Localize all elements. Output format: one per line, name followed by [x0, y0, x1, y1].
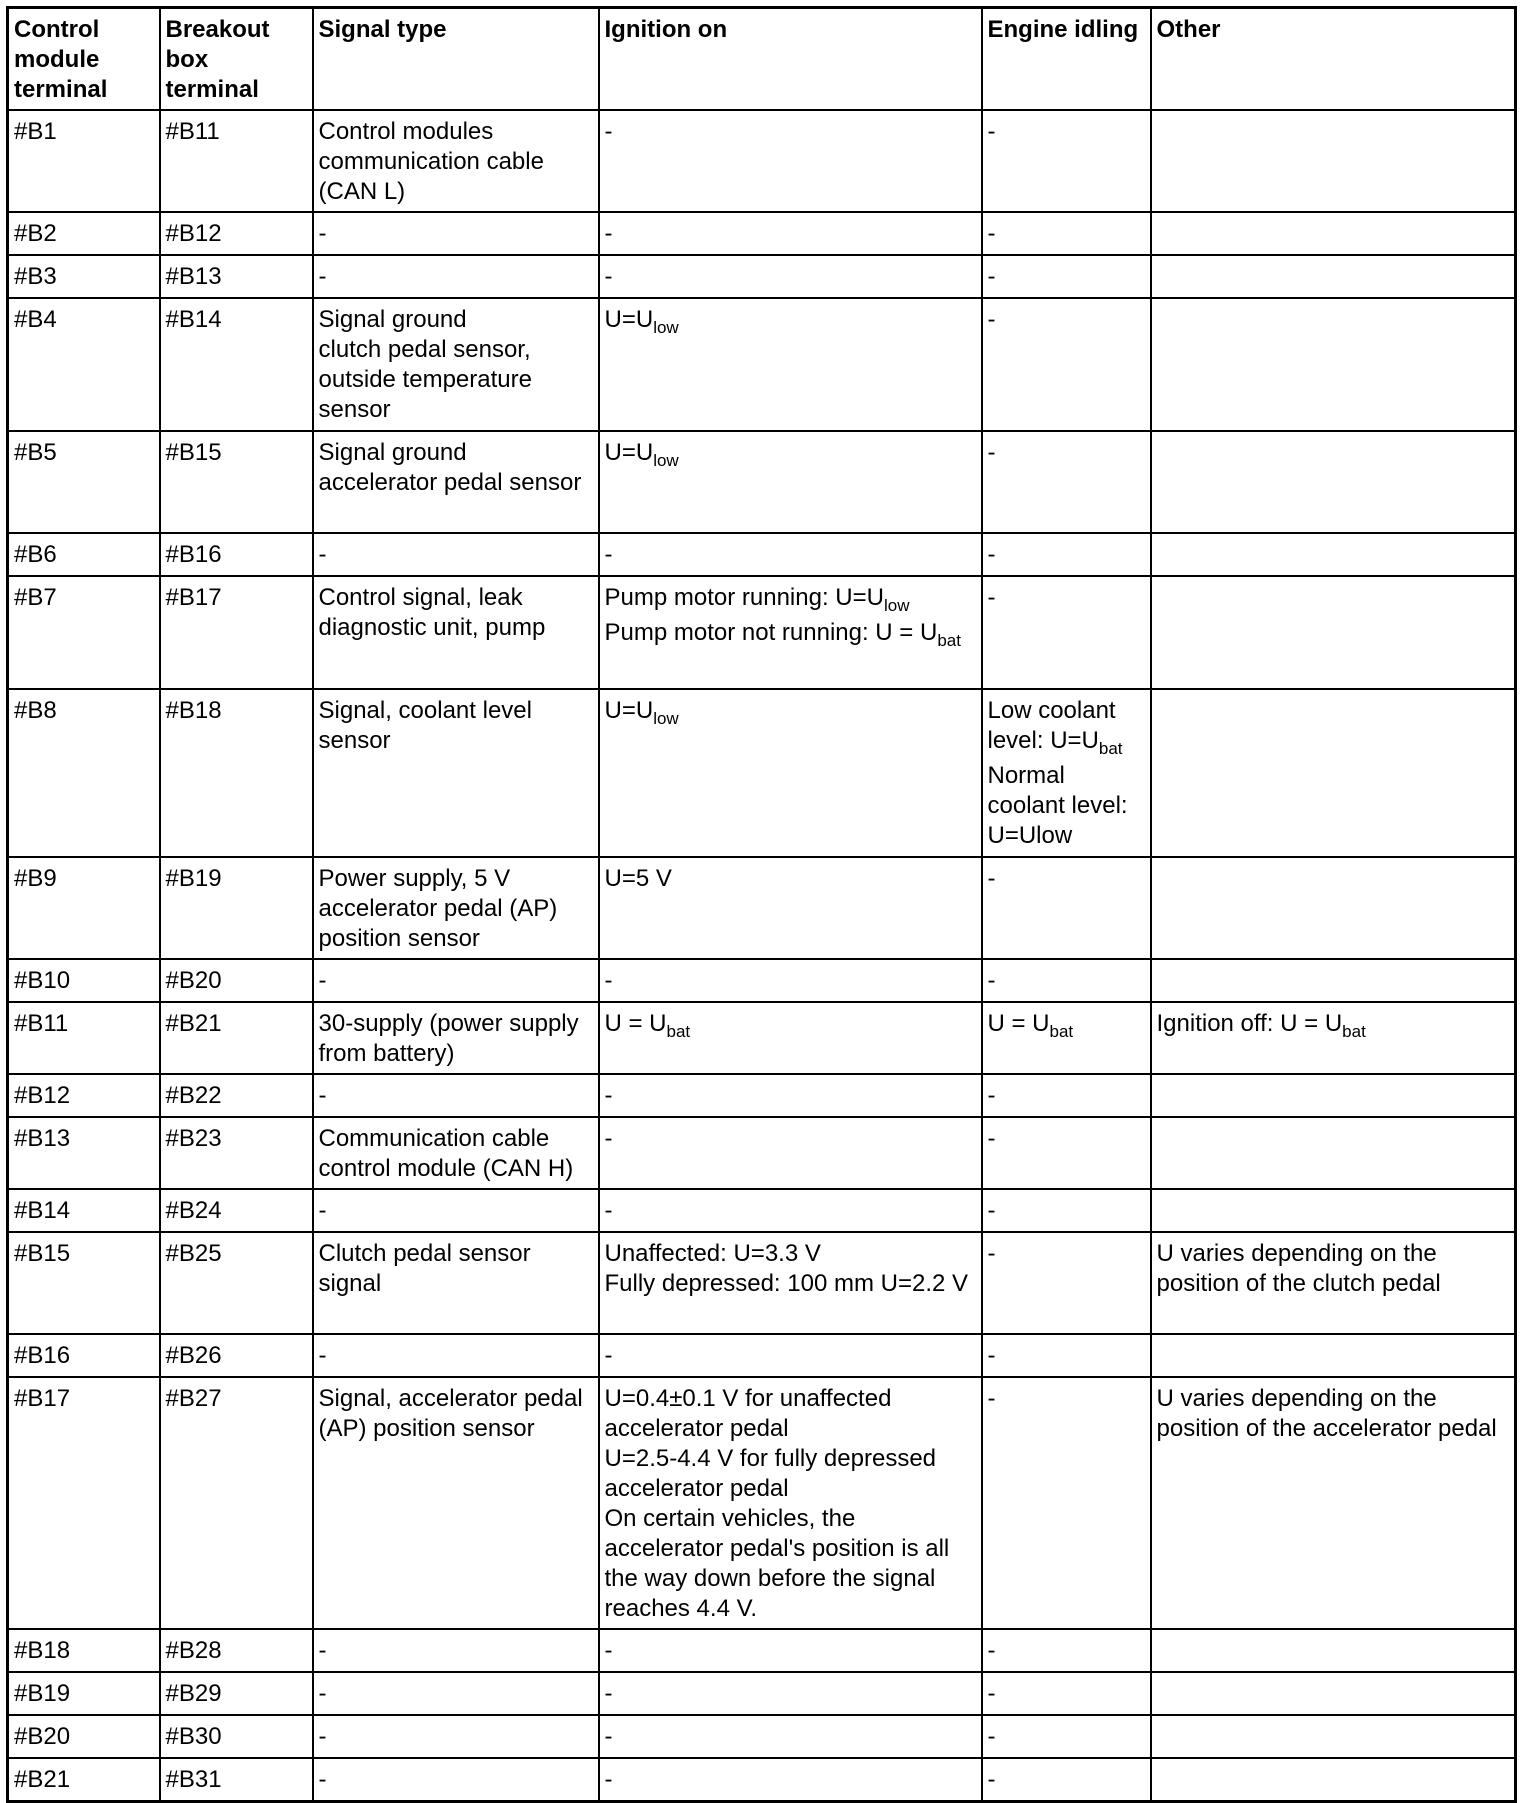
other-cell [1151, 1758, 1516, 1801]
engine-idling-cell: - [982, 255, 1151, 298]
table-row [8, 1074, 1516, 1117]
ignition-on-cell [599, 1002, 982, 1074]
signal-type-cell: Control signal, leak diagnostic unit, pump [313, 576, 599, 689]
engine-idling-cell: - [982, 533, 1151, 576]
table-row [8, 1189, 1516, 1232]
ignition-on-cell: - [599, 1758, 982, 1801]
signal-type-line: Signal ground [318, 439, 467, 466]
engine-idling-cell: - [982, 1232, 1151, 1334]
other-cell [1151, 1334, 1516, 1377]
control-module-terminal-cell: #B3 [8, 255, 160, 298]
other-cell [1151, 1672, 1516, 1715]
other-cell [1151, 255, 1516, 298]
table-row [8, 1758, 1516, 1801]
signal-type-cell: - [313, 1334, 599, 1377]
engine-idling-cell: - [982, 1189, 1151, 1232]
voltage-subscript: bat [937, 631, 961, 650]
control-module-terminal-cell: #B20 [8, 1715, 160, 1758]
table-row [8, 1002, 1516, 1074]
control-module-terminal-cell: #B1 [8, 110, 160, 212]
engine-idling-cell: - [982, 110, 1151, 212]
other-cell [1151, 1074, 1516, 1117]
other-cell [1151, 110, 1516, 212]
header-signal-type: Signal type [313, 8, 599, 111]
other-cell [1151, 431, 1516, 533]
ignition-on-cell: - [599, 1074, 982, 1117]
header-engine-idling: Engine idling [982, 8, 1151, 111]
table-row [8, 959, 1516, 1002]
other-cell [1151, 1629, 1516, 1672]
voltage-text: Pump motor running: U=U [604, 584, 884, 611]
signal-type-cell: - [313, 1189, 599, 1232]
engine-idling-cell: - [982, 1715, 1151, 1758]
voltage-text: Ignition off: U = U [1156, 1010, 1343, 1037]
ignition-on-cell: - [599, 1334, 982, 1377]
breakout-box-terminal-cell: #B27 [160, 1377, 313, 1629]
engine-idling-cell: - [982, 1629, 1151, 1672]
ignition-on-line: Fully depressed: 100 mm U=2.2 V [604, 1270, 969, 1297]
voltage-text: Low coolant level: U=U [987, 697, 1116, 754]
voltage-text: U=U [604, 306, 654, 333]
ignition-on-cell [599, 576, 982, 689]
signal-type-line: clutch pedal sensor, outside temperature sensor [318, 336, 532, 423]
voltage-text: U=U [604, 697, 654, 724]
control-module-terminal-cell: #B7 [8, 576, 160, 689]
ignition-on-cell: - [599, 110, 982, 212]
other-cell [1151, 576, 1516, 689]
ignition-on-cell: - [599, 533, 982, 576]
table-row [8, 212, 1516, 255]
engine-idling-cell: - [982, 1377, 1151, 1629]
signal-type-cell: Signal, coolant level sensor [313, 689, 599, 857]
breakout-box-terminal-cell: #B13 [160, 255, 313, 298]
control-module-terminal-cell: #B9 [8, 857, 160, 959]
ignition-on-cell: - [599, 1629, 982, 1672]
table-row [8, 110, 1516, 212]
signal-type-cell: - [313, 255, 599, 298]
control-module-terminal-cell: #B2 [8, 212, 160, 255]
control-module-terminal-cell: #B10 [8, 959, 160, 1002]
ignition-on-line: Unaffected: U=3.3 V [604, 1240, 821, 1267]
table-row [8, 689, 1516, 857]
signal-type-cell: 30-supply (power supply from battery) [313, 1002, 599, 1074]
control-module-terminal-cell: #B16 [8, 1334, 160, 1377]
signal-type-cell: - [313, 533, 599, 576]
control-module-terminal-cell: #B8 [8, 689, 160, 857]
control-module-terminal-cell: #B13 [8, 1117, 160, 1189]
control-module-terminal-cell: #B4 [8, 298, 160, 431]
table-row [8, 1232, 1516, 1334]
table-row [8, 1715, 1516, 1758]
table-row [8, 1117, 1516, 1189]
voltage-subscript: low [653, 318, 679, 337]
document-page [6, 6, 1514, 1794]
breakout-box-terminal-cell: #B21 [160, 1002, 313, 1074]
engine-idling-cell: - [982, 1117, 1151, 1189]
table-row [8, 431, 1516, 533]
ignition-on-cell: - [599, 1189, 982, 1232]
header-row [8, 8, 1516, 111]
voltage-subscript: bat [1342, 1022, 1366, 1041]
control-module-terminal-cell: #B18 [8, 1629, 160, 1672]
engine-idling-cell: - [982, 1334, 1151, 1377]
other-cell [1151, 689, 1516, 857]
control-module-terminal-cell: #B14 [8, 1189, 160, 1232]
ignition-on-line: U=2.5-4.4 V for fully depressed accelerator pedal [604, 1445, 937, 1502]
ignition-on-line: U=0.4±0.1 V for unaffected accelerator pedal [604, 1385, 892, 1442]
breakout-box-terminal-cell: #B23 [160, 1117, 313, 1189]
voltage-subscript: low [653, 451, 679, 470]
breakout-box-terminal-cell: #B16 [160, 533, 313, 576]
ignition-on-cell [599, 1232, 982, 1334]
table-row [8, 576, 1516, 689]
engine-idling-cell: - [982, 212, 1151, 255]
breakout-box-terminal-cell: #B12 [160, 212, 313, 255]
signal-type-line: Signal ground [318, 306, 467, 333]
table-row [8, 1334, 1516, 1377]
breakout-box-terminal-cell: #B19 [160, 857, 313, 959]
signal-type-cell: Signal, accelerator pedal (AP) position sensor [313, 1377, 599, 1629]
breakout-box-terminal-cell: #B24 [160, 1189, 313, 1232]
engine-idling-cell: - [982, 959, 1151, 1002]
signal-type-cell: - [313, 1715, 599, 1758]
engine-idling-line [988, 696, 1145, 756]
breakout-box-terminal-cell: #B20 [160, 959, 313, 1002]
other-cell: U varies depending on the position of the accelerator pedal [1151, 1377, 1516, 1629]
breakout-box-terminal-cell: #B17 [160, 576, 313, 689]
signal-type-cell: - [313, 1758, 599, 1801]
table-row [8, 1672, 1516, 1715]
control-module-terminal-cell: #B6 [8, 533, 160, 576]
breakout-box-terminal-cell: #B22 [160, 1074, 313, 1117]
header-other: Other [1151, 8, 1516, 111]
ignition-on-line [605, 583, 976, 613]
other-cell [1151, 1715, 1516, 1758]
signal-type-cell: - [313, 1629, 599, 1672]
control-module-terminal-cell: #B19 [8, 1672, 160, 1715]
control-module-terminal-cell: #B11 [8, 1002, 160, 1074]
engine-idling-cell: - [982, 431, 1151, 533]
ignition-on-cell [599, 1377, 982, 1629]
table-row [8, 533, 1516, 576]
control-module-terminal-cell: #B12 [8, 1074, 160, 1117]
ignition-on-line [605, 618, 976, 648]
control-module-terminal-cell: #B21 [8, 1758, 160, 1801]
engine-idling-cell: - [982, 1672, 1151, 1715]
voltage-subscript: low [653, 709, 679, 728]
engine-idling-cell: - [982, 298, 1151, 431]
other-cell [1151, 1189, 1516, 1232]
ignition-on-cell: - [599, 959, 982, 1002]
breakout-box-terminal-cell: #B11 [160, 110, 313, 212]
signal-type-line: accelerator pedal sensor [318, 469, 582, 496]
engine-idling-cell: - [982, 576, 1151, 689]
engine-idling-cell [982, 1002, 1151, 1074]
breakout-box-terminal-cell: #B18 [160, 689, 313, 857]
engine-idling-cell: - [982, 1758, 1151, 1801]
control-module-terminal-cell: #B15 [8, 1232, 160, 1334]
other-cell [1151, 1117, 1516, 1189]
voltage-subscript: low [883, 596, 910, 615]
ignition-on-cell [599, 298, 982, 431]
voltage-text: Pump motor not running: U = U [604, 619, 938, 646]
signal-type-cell: - [313, 212, 599, 255]
breakout-box-terminal-cell: #B30 [160, 1715, 313, 1758]
header-control-module-terminal: Control module terminal [8, 8, 160, 111]
signal-type-cell [313, 431, 599, 533]
other-cell [1151, 857, 1516, 959]
ignition-on-cell: - [599, 1117, 982, 1189]
signal-type-line: Power supply, 5 V [318, 865, 511, 892]
signal-type-cell: - [313, 1074, 599, 1117]
header-breakout-box-terminal: Breakout box terminal [160, 8, 313, 111]
engine-idling-line: Normal coolant level: U=Ulow [987, 762, 1128, 849]
ignition-on-cell: - [599, 1715, 982, 1758]
breakout-box-terminal-cell: #B29 [160, 1672, 313, 1715]
voltage-text: U = U [604, 1010, 667, 1037]
signal-type-cell: Communication cable control module (CAN H) [313, 1117, 599, 1189]
voltage-subscript: bat [1049, 1022, 1074, 1041]
other-cell [1151, 533, 1516, 576]
table-row [8, 255, 1516, 298]
signal-type-cell: - [313, 959, 599, 1002]
other-cell [1151, 298, 1516, 431]
breakout-box-terminal-cell: #B31 [160, 1758, 313, 1801]
table-row [8, 1629, 1516, 1672]
control-module-terminal-cell: #B17 [8, 1377, 160, 1629]
ignition-on-cell [599, 431, 982, 533]
other-cell [1151, 212, 1516, 255]
engine-idling-cell: - [982, 857, 1151, 959]
voltage-subscript: bat [1098, 739, 1123, 758]
signal-type-cell [313, 857, 599, 959]
terminal-table [6, 6, 1517, 1803]
table-row [8, 1377, 1516, 1629]
signal-type-cell: - [313, 1672, 599, 1715]
ignition-on-cell: - [599, 255, 982, 298]
breakout-box-terminal-cell: #B15 [160, 431, 313, 533]
breakout-box-terminal-cell: #B14 [160, 298, 313, 431]
breakout-box-terminal-cell: #B25 [160, 1232, 313, 1334]
voltage-subscript: bat [666, 1022, 691, 1041]
ignition-on-cell: - [599, 212, 982, 255]
engine-idling-cell [982, 689, 1151, 857]
other-cell [1151, 959, 1516, 1002]
table-row [8, 857, 1516, 959]
breakout-box-terminal-cell: #B26 [160, 1334, 313, 1377]
engine-idling-cell: - [982, 1074, 1151, 1117]
signal-type-cell: Clutch pedal sensor signal [313, 1232, 599, 1334]
ignition-on-line: On certain vehicles, the accelerator pedal's position is all the way down before the signal reaches 4.4 V. [604, 1505, 950, 1622]
other-cell [1151, 1002, 1516, 1074]
table-row [8, 298, 1516, 431]
breakout-box-terminal-cell: #B28 [160, 1629, 313, 1672]
signal-type-cell [313, 298, 599, 431]
ignition-on-cell [599, 689, 982, 857]
other-cell: U varies depending on the position of the clutch pedal [1151, 1232, 1516, 1334]
ignition-on-cell: U=5 V [599, 857, 982, 959]
header-ignition-on: Ignition on [599, 8, 982, 111]
voltage-text: U = U [987, 1010, 1050, 1037]
voltage-text: U=U [604, 439, 654, 466]
signal-type-line: accelerator pedal (AP) position sensor [318, 895, 558, 952]
signal-type-cell: Control modules communication cable (CAN L) [313, 110, 599, 212]
ignition-on-cell: - [599, 1672, 982, 1715]
control-module-terminal-cell: #B5 [8, 431, 160, 533]
